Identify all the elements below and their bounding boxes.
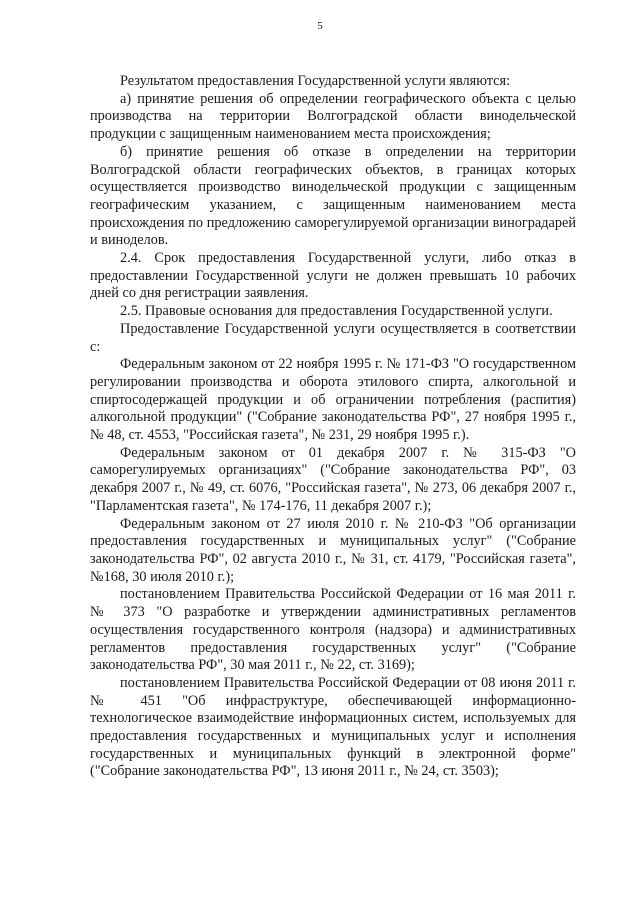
paragraph-section-2-5: 2.5. Правовые основания для предоставления Государственной услуги. — [120, 303, 553, 320]
paragraph-decree-451: постановлением Правительства Российской Федерации от 08 июня 2011 г. № 451 "Об инфраструктуре, обеспечивающей информационно-технологическое взаимодействие информационных систем, используемых для предоставления государственных и муниципальных услуг и исполнения государственных и муниципальных функций в электронной форме" ("Собрание законодательства РФ", 13 июня 2011 г., № 24, ст. 3503); — [90, 674, 576, 780]
page-number: 5 — [317, 20, 323, 32]
paragraph-decree-373: постановлением Правительства Российской Федерации от 16 мая 2011 г. № 373 "О разработке и утверждении административных регламентов осуществления государственного контроля (надзора) и административных регламентов предоставления государственных услуг" ("Собрание законодательства РФ", 30 мая 2011 г., № 22, ст. 3169); — [90, 586, 576, 674]
paragraph-law-171-fz: Федеральным законом от 22 ноября 1995 г. № 171-ФЗ "О государственном регулировании производства и оборота этилового спирта, алкогольной и спиртосодержащей продукции и об ограничении потребления (распития) алкогольной продукции" ("Собрание законодательства РФ", 27 ноября 1995 г., № 48, ст. 4553, "Российская газета", № 231, 29 ноября 1995 г.). — [90, 356, 576, 444]
paragraph-result-a: а) принятие решения об определении географического объекта с целью производства на территории Волгоградской области винодельческой продукции с защищенным наименованием места происхождения; — [90, 90, 576, 143]
paragraph-result-intro: Результатом предоставления Государственной услуги являются: — [120, 73, 511, 89]
paragraph-section-2-4: 2.4. Срок предоставления Государственной услуги, либо отказ в предоставлении Государственной услуги не должен превышать 10 рабочих дней со дня регистрации заявления. — [90, 250, 576, 302]
paragraph-result-b: б) принятие решения об отказе в определении на территории Волгоградской области географических объектов, в границах которых осуществляется производство винодельческой продукции с защищенным географическим указанием, с защищенным наименованием места происхождения по предложению саморегулируемой организации виноградарей и виноделов. — [90, 143, 576, 249]
paragraph-legal-basis-intro: Предоставление Государственной услуги осуществляется в соответствии с: — [90, 320, 576, 355]
paragraph-law-315-fz: Федеральным законом от 01 декабря 2007 г. № 315-ФЗ "О саморегулируемых организациях" ("Собрание законодательства РФ", 03 декабря 2007 г., № 49, ст. 6076, "Российская газета", № 273, 06 декабря 2007 г., "Парламентская газета", № 174-176, 11 декабря 2007 г.); — [90, 444, 576, 514]
paragraph-law-210-fz: Федеральным законом от 27 июля 2010 г. № 210-ФЗ "Об организации предоставления государственных и муниципальных услуг" ("Собрание законодательства РФ", 02 августа 2010 г., № 31, ст. 4179, "Российская газета", №168, 30 июля 2010 г.); — [90, 515, 576, 585]
document-body — [90, 73, 576, 781]
